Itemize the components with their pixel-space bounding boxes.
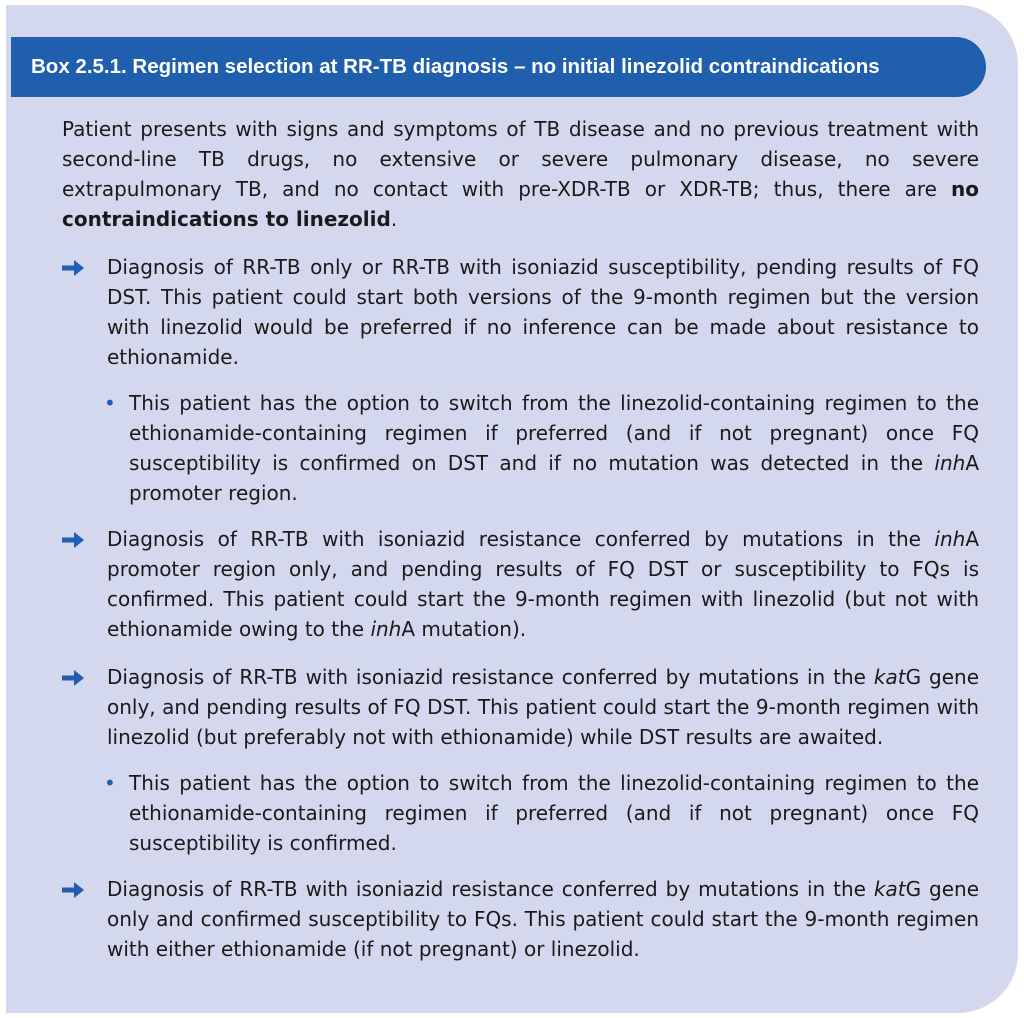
gene-name: inh	[370, 617, 402, 641]
list-item	[62, 524, 979, 644]
intro-end: .	[390, 207, 398, 231]
list-item-text: A mutation).	[401, 617, 527, 641]
bullet-icon: •	[104, 771, 116, 795]
bullet-icon: •	[104, 391, 116, 415]
list-item-text: G gene only and confirmed susceptibility to FQs. This patient could start the 9-month regimen with either ethionamide (if not pregnant) or linezolid.	[107, 877, 979, 961]
right-arrow-icon	[62, 662, 86, 692]
sub-item-text: This patient has the option to switch from the linezolid-containing regimen to the ethionamide-containing regimen if preferred (and if not pregnant) once FQ susceptibility is confirmed on DST and if no mutation was detected in the	[129, 391, 979, 475]
gene-name: inh	[934, 451, 966, 475]
right-arrow-icon	[62, 874, 86, 904]
gene-name: kat	[873, 665, 906, 689]
list-item	[62, 662, 979, 752]
box-content	[62, 114, 979, 982]
box-title: Box 2.5.1. Regimen selection at RR-TB diagnosis – no initial linezolid contraindications	[11, 37, 986, 97]
list-item-text: Diagnosis of RR-TB with isoniazid resistance conferred by mutations in the	[107, 527, 935, 551]
list-item	[62, 874, 979, 964]
list-item-text: G gene only, and pending results of FQ DST. This patient could start the 9-month regimen with linezolid (but preferably not with ethionamide) while DST results are awaited.	[107, 665, 979, 749]
list-item-text: Diagnosis of RR-TB with isoniazid resistance conferred by mutations in the	[107, 877, 874, 901]
sub-item-text-end: A promoter region.	[129, 451, 979, 505]
sub-list-item	[62, 388, 979, 508]
list-item-text: Diagnosis of RR-TB only or RR-TB with isoniazid susceptibility, pending results of FQ DST. This patient could start both versions of the 9-month regimen but the version with linezolid would be preferred if no inference can be made about resistance to ethionamide.	[107, 255, 979, 369]
sub-list-item	[62, 768, 979, 858]
list-item	[62, 252, 979, 372]
intro-bold-text: no contraindications to linezolid	[62, 177, 979, 231]
intro-paragraph	[62, 114, 979, 234]
right-arrow-icon	[62, 252, 86, 282]
list-item-text: A promoter region only, and pending results of FQ DST or susceptibility to FQs is confirmed. This patient could start the 9-month regimen with linezolid (but not with ethionamide owing to the	[107, 527, 979, 641]
right-arrow-icon	[62, 524, 86, 554]
sub-item-text: This patient has the option to switch from the linezolid-containing regimen to the ethionamide-containing regimen if preferred (and if not pregnant) once FQ susceptibility is confirmed.	[129, 771, 979, 855]
intro-text: Patient presents with signs and symptoms of TB disease and no previous treatment with second-line TB drugs, no extensive or severe pulmonary disease, no severe extrapulmonary TB, and no contact with pre-XDR-TB or XDR-TB; thus, there are	[62, 117, 979, 201]
gene-name: inh	[934, 527, 966, 551]
list-item-text: Diagnosis of RR-TB with isoniazid resistance conferred by mutations in the	[107, 665, 874, 689]
gene-name: kat	[873, 877, 906, 901]
